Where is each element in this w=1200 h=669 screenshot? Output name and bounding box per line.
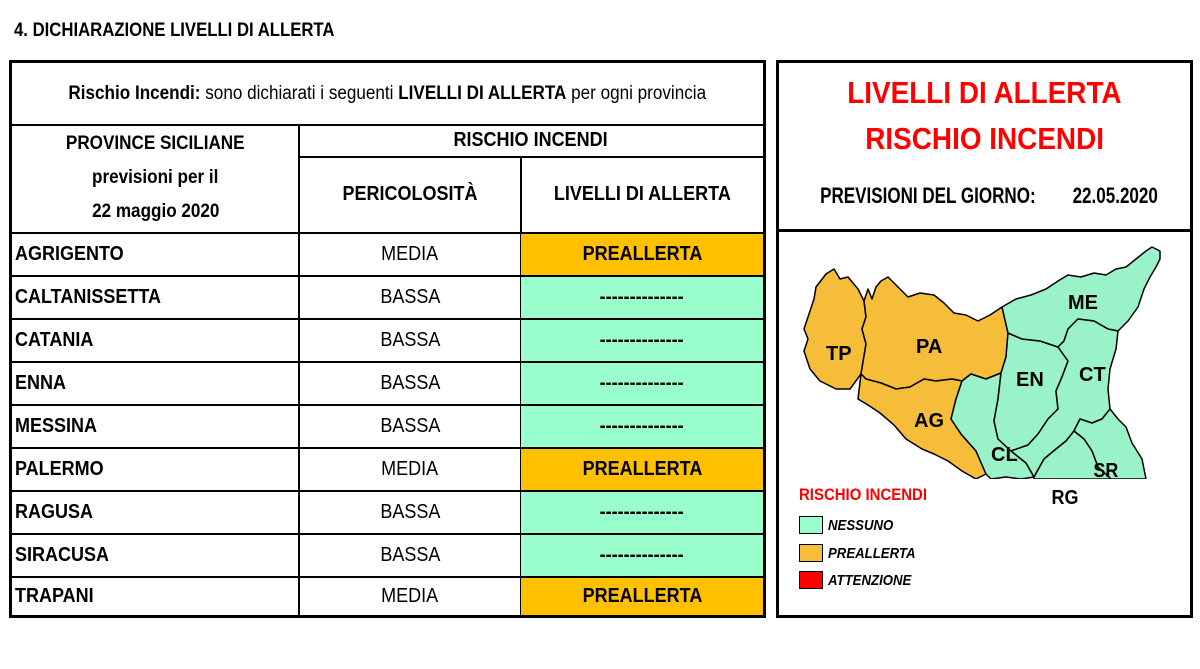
legend-item-attenzione [799, 571, 923, 589]
row-livello: -------------- [521, 277, 763, 318]
row-pericolosita: BASSA [379, 415, 441, 437]
row-pericolosita: BASSA [379, 501, 441, 523]
panel-date: PREVISIONI DEL GIORNO: 22.05.2020 [820, 183, 1158, 208]
map-label-AG: AG [914, 410, 944, 432]
row-livello: PREALLERTA [521, 578, 763, 615]
legend-item-nessuno [799, 516, 902, 534]
header-province: PROVINCE SICILIANE previsioni per il 22 maggio 2020 [66, 133, 245, 222]
row-pericolosita: MEDIA [381, 585, 439, 607]
map-province-PA [861, 277, 1008, 389]
row-pericolosita: MEDIA [381, 243, 439, 265]
row-pericolosita: BASSA [379, 372, 441, 394]
row-pericolosita: MEDIA [381, 458, 439, 480]
section-title: 4. DICHIARAZIONE LIVELLI DI ALLERTA [14, 20, 335, 41]
row-province: MESSINA [15, 415, 98, 437]
row-livello: PREALLERTA [521, 449, 763, 490]
header-livelli: LIVELLI DI ALLERTA [553, 182, 731, 205]
panel-title-line2: RISCHIO INCENDI [865, 121, 1104, 156]
legend-swatch [799, 571, 823, 589]
legend-title: RISCHIO INCENDI [799, 485, 928, 504]
row-livello: -------------- [521, 363, 763, 404]
header-rischio-incendi: RISCHIO INCENDI [453, 128, 609, 151]
row-pericolosita: BASSA [379, 286, 441, 308]
map-label-TP: TP [826, 343, 852, 365]
map-label-CT: CT [1079, 364, 1106, 386]
legend-swatch [799, 544, 823, 562]
legend-swatch [799, 516, 823, 534]
legend-label: NESSUNO [828, 516, 894, 534]
map-label-CL: CL [991, 444, 1018, 466]
row-livello: PREALLERTA [521, 234, 763, 275]
row-province: RAGUSA [15, 501, 94, 523]
legend-label: PREALLERTA [828, 544, 916, 562]
row-province: TRAPANI [15, 585, 94, 607]
map-province-TP [804, 269, 866, 389]
row-province: CALTANISSETTA [15, 286, 161, 308]
map-label-ME: ME [1068, 292, 1098, 314]
header-pericolosita: PERICOLOSITÀ [342, 182, 478, 205]
panel-title-line1: LIVELLI DI ALLERTA [847, 75, 1122, 110]
row-livello: -------------- [521, 535, 763, 576]
map-label-SR-text: SR [1093, 460, 1119, 482]
row-livello: -------------- [521, 492, 763, 533]
sicily-map [776, 229, 1187, 479]
row-province: ENNA [15, 372, 67, 394]
legend-item-preallerta [799, 544, 927, 562]
row-province: CATANIA [15, 329, 94, 351]
row-livello: -------------- [521, 320, 763, 361]
map-label-PA: PA [916, 336, 943, 358]
intro-text: Rischio Incendi: sono dichiarati i seguenti LIVELLI DI ALLERTA per ogni provincia [68, 82, 707, 104]
map-label-EN: EN [1016, 369, 1044, 391]
alert-levels-table [9, 60, 766, 618]
legend-label: ATTENZIONE [828, 571, 912, 589]
row-pericolosita: BASSA [379, 329, 441, 351]
row-livello: -------------- [521, 406, 763, 447]
row-province: SIRACUSA [15, 544, 110, 566]
row-pericolosita: BASSA [379, 544, 441, 566]
map-label-RG-text: RG [1051, 487, 1079, 509]
row-province: PALERMO [15, 458, 104, 480]
row-province: AGRIGENTO [15, 243, 124, 265]
